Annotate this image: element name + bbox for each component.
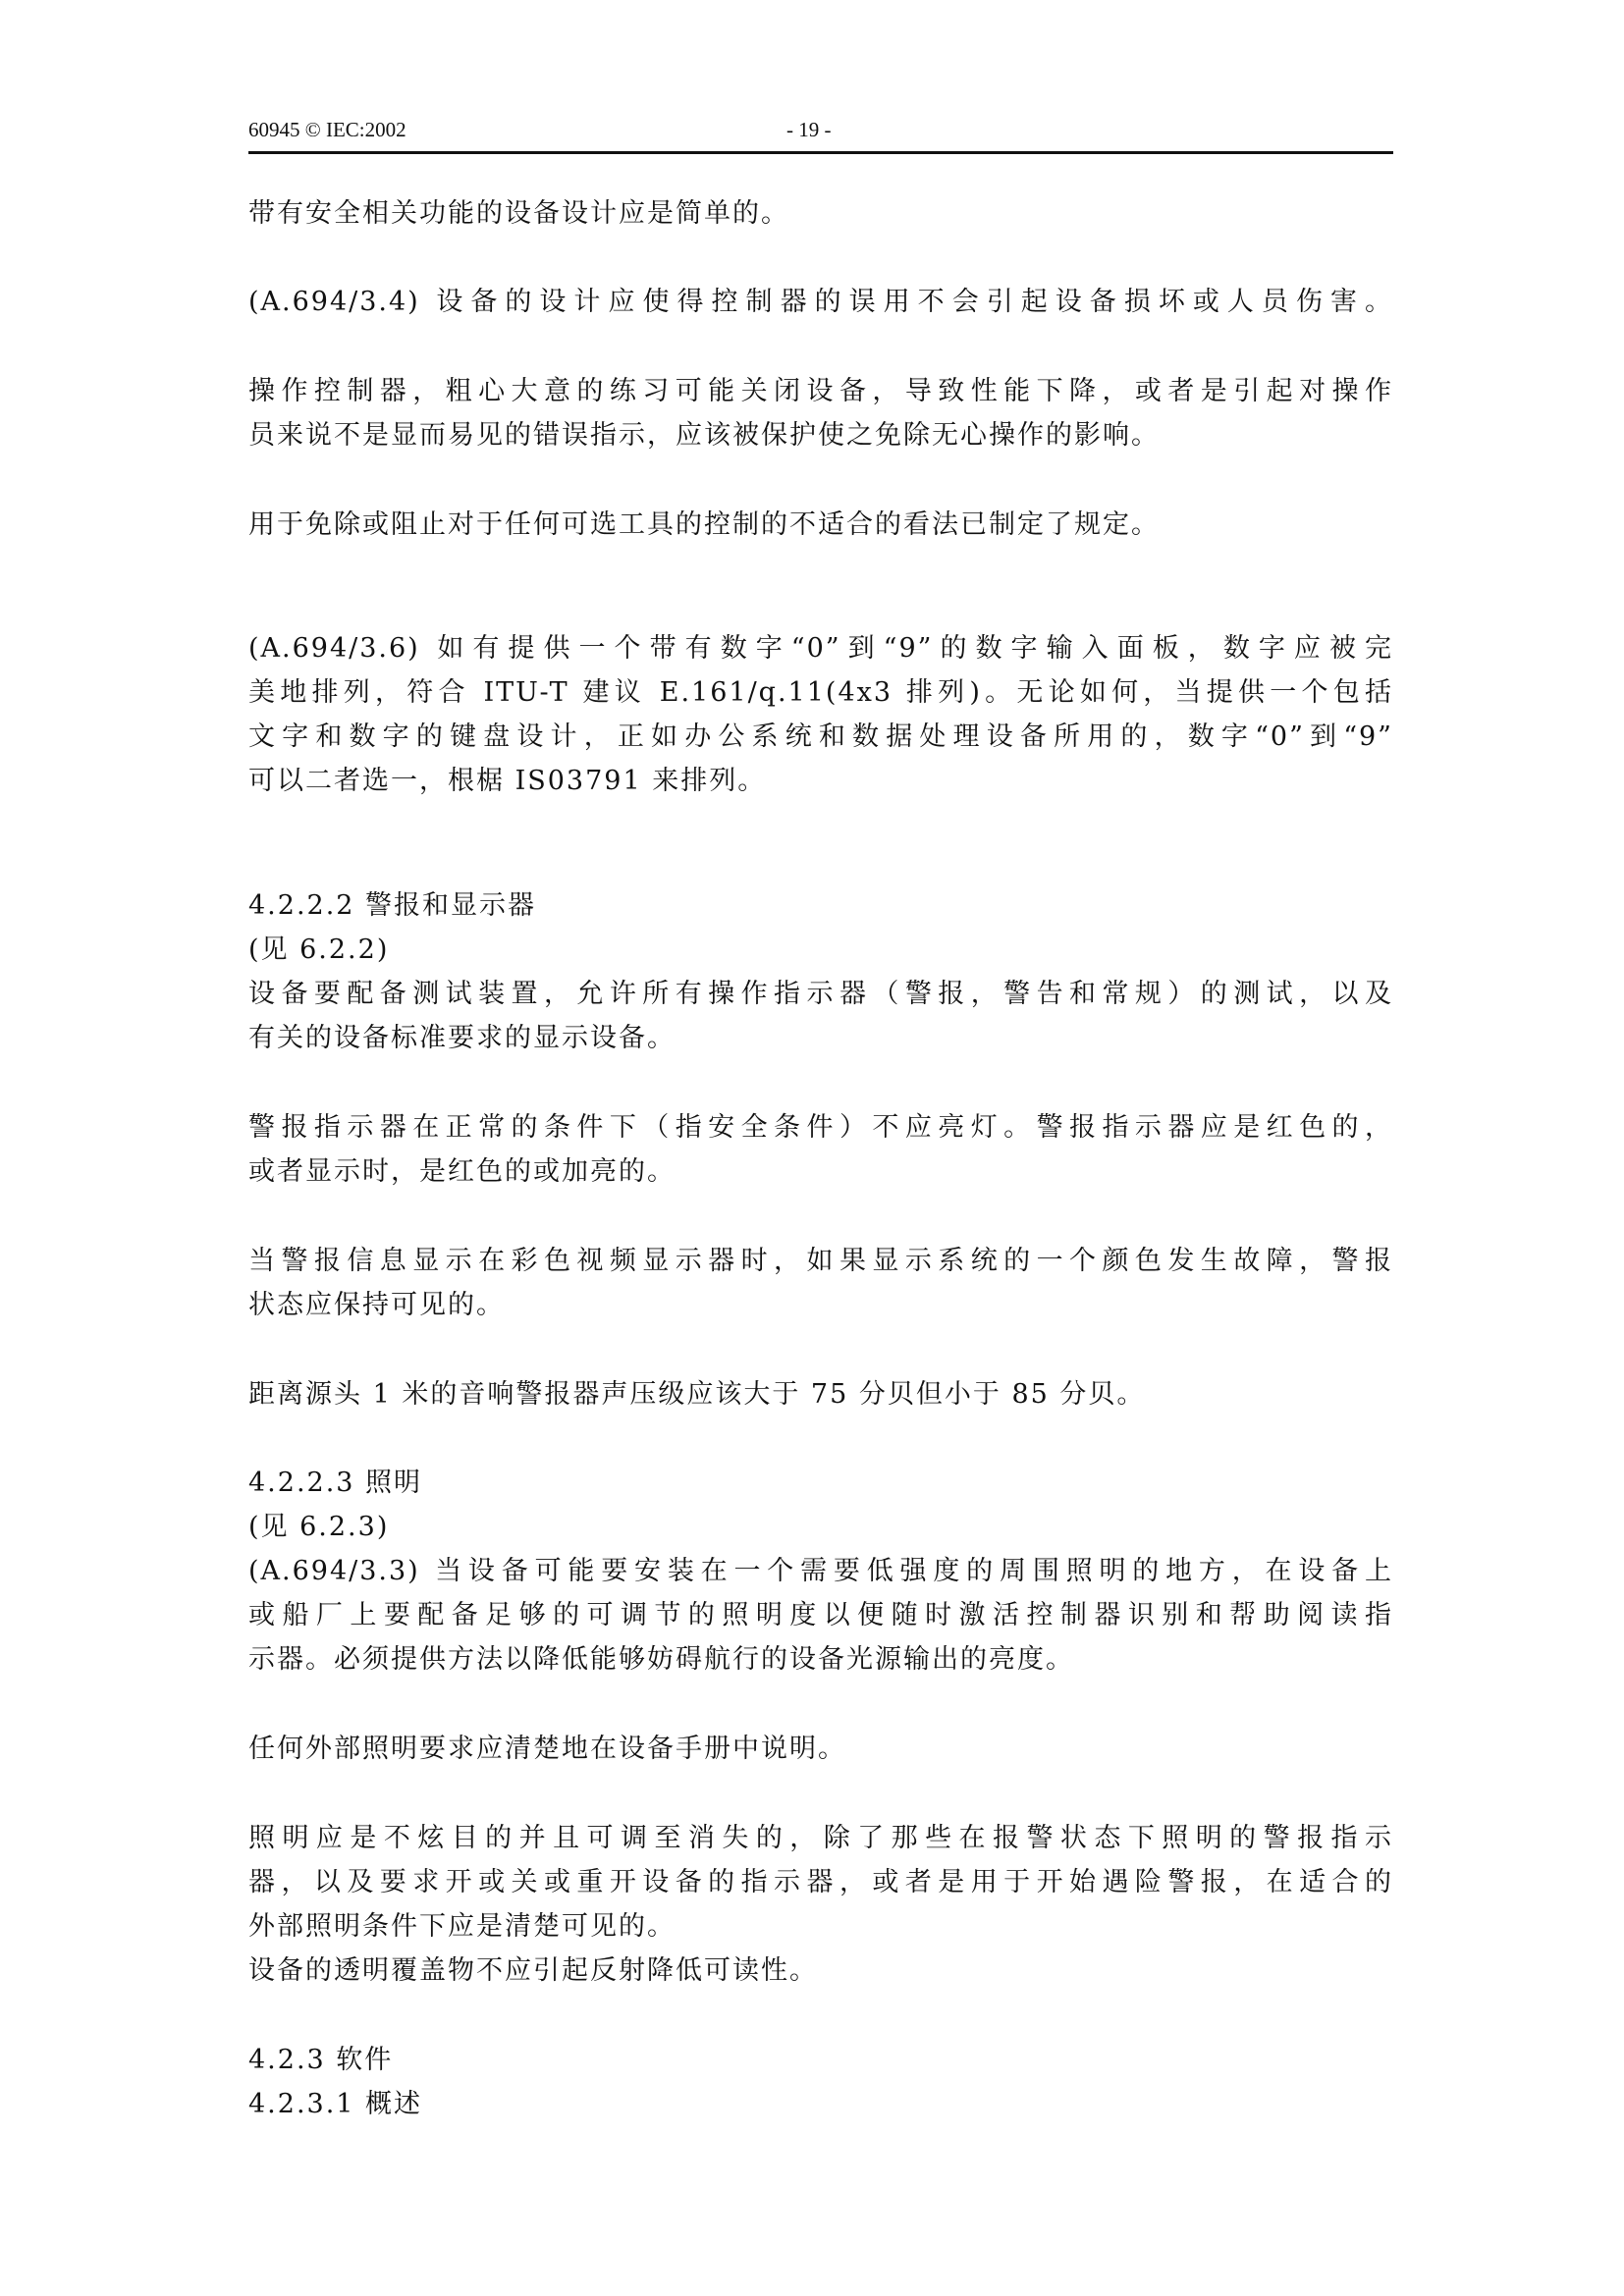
paragraph-line: 距离源头 1 米的音响警报器声压级应该大于 75 分贝但小于 85 分贝。: [248, 1379, 1146, 1410]
section-heading: 4.2.2.2 警报和显示器: [248, 890, 537, 921]
paragraph-line: 文字和数字的键盘设计，正如办公系统和数据处理设备所用的，数字“0”到“9”: [248, 721, 1393, 752]
paragraph-line: 带有安全相关功能的设备设计应是简单的。: [248, 198, 789, 229]
paragraph-line: 警报指示器在正常的条件下（指安全条件）不应亮灯。警报指示器应是红色的，: [248, 1112, 1393, 1143]
section-heading: 4.2.2.3 照明: [248, 1468, 423, 1498]
paragraph-line: 示器。必须提供方法以降低能够妨碍航行的设备光源输出的亮度。: [248, 1644, 1074, 1675]
section-heading: 4.2.3 软件: [248, 2045, 394, 2075]
standard-reference: 60945 © IEC:2002: [248, 118, 406, 141]
paragraph-line: 器，以及要求开或关或重开设备的指示器，或者是用于开始遇险警报，在适合的: [248, 1867, 1393, 1897]
page-number: - 19 -: [786, 118, 832, 141]
paragraph-line: (A.694/3.6) 如有提供一个带有数字“0”到“9”的数字输入面板，数字应被完: [248, 633, 1393, 664]
paragraph-line: 有关的设备标准要求的显示设备。: [248, 1023, 676, 1053]
paragraph-line: 或船厂上要配备足够的可调节的照明度以便随时激活控制器识别和帮助阅读指: [248, 1600, 1393, 1630]
paragraph-line: 设备的透明覆盖物不应引起反射降低可读性。: [248, 1955, 818, 1986]
section-heading: 4.2.3.1 概述: [248, 2089, 423, 2119]
paragraph-line: 可以二者选一，根椐 IS03791 来排列。: [248, 766, 767, 796]
paragraph-line: 外部照明条件下应是清楚可见的。: [248, 1911, 676, 1942]
paragraph-line: 照明应是不炫目的并且可调至消失的，除了那些在报警状态下照明的警报指示: [248, 1823, 1393, 1853]
paragraph-line: 设备要配备测试装置，允许所有操作指示器（警报，警告和常规）的测试，以及: [248, 979, 1393, 1009]
paragraph-line: 状态应保持可见的。: [248, 1290, 505, 1320]
paragraph-line: 操作控制器，粗心大意的练习可能关闭设备，导致性能下降，或者是引起对操作: [248, 376, 1393, 406]
paragraph-line: 美地排列，符合 ITU-T 建议 E.161/q.11(4x3 排列)。无论如何，当提供一个包括: [248, 677, 1393, 708]
section-reference: (见 6.2.2): [248, 934, 390, 965]
paragraph-line: 或者显示时，是红色的或加亮的。: [248, 1156, 676, 1187]
paragraph-line: 用于免除或阻止对于任何可选工具的控制的不适合的看法已制定了规定。: [248, 509, 1160, 540]
section-reference: (见 6.2.3): [248, 1512, 390, 1542]
paragraph-line: (A.694/3.4) 设备的设计应使得控制器的误用不会引起设备损坏或人员伤害。: [248, 287, 1393, 317]
paragraph-line: 任何外部照明要求应清楚地在设备手册中说明。: [248, 1734, 846, 1764]
paragraph-line: 当警报信息显示在彩色视频显示器时，如果显示系统的一个颜色发生故障，警报: [248, 1246, 1393, 1276]
paragraph-line: 员来说不是显而易见的错误指示，应该被保护使之免除无心操作的影响。: [248, 420, 1160, 451]
paragraph-line: (A.694/3.3) 当设备可能要安装在一个需要低强度的周围照明的地方，在设备上: [248, 1556, 1393, 1586]
